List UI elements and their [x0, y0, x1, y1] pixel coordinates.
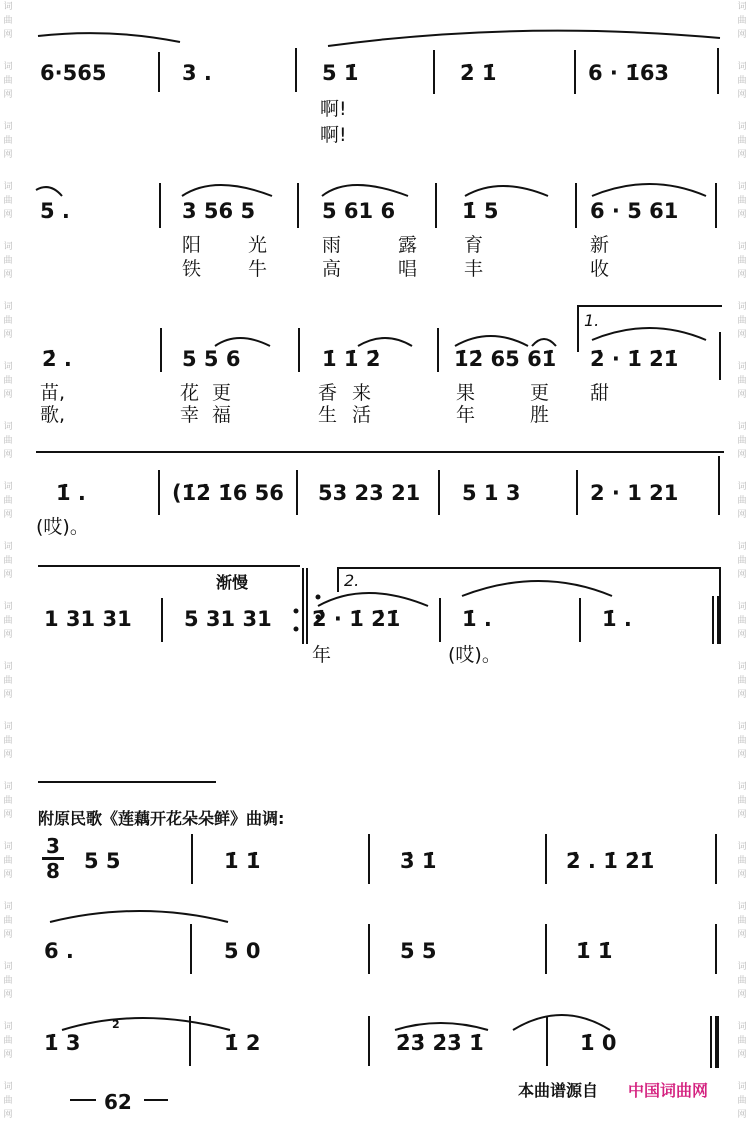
watermark-char: 词	[737, 902, 747, 912]
measure-1-3: 5 1̇	[322, 61, 359, 85]
watermark-char: 词	[3, 782, 13, 792]
watermark-char: 网	[3, 270, 13, 280]
watermark-char: 网	[737, 630, 747, 640]
watermark-char: 词	[737, 842, 747, 852]
watermark-char: 曲	[3, 256, 13, 266]
watermark-char: 词	[3, 842, 13, 852]
measure-5-5: 1̇ .	[602, 607, 632, 631]
appendix-measure-1-1: 5 5	[84, 849, 121, 873]
watermark-char: 词	[737, 362, 747, 372]
watermark-char: 词	[737, 482, 747, 492]
watermark-char: 曲	[737, 496, 747, 506]
lyric: 露	[398, 234, 418, 256]
lyric-line5-a: 年	[312, 644, 332, 666]
watermark-char: 网	[737, 930, 747, 940]
watermark-char: 曲	[3, 436, 13, 446]
watermark-char: 网	[3, 510, 13, 520]
measure-3-4: 1̇2̇ 65 61̇	[454, 347, 557, 371]
watermark-char: 曲	[737, 616, 747, 626]
slur	[358, 338, 412, 346]
watermark-char: 网	[737, 1110, 747, 1120]
watermark-char: 词	[3, 902, 13, 912]
watermark-char: 网	[3, 690, 13, 700]
lyric: 胜	[530, 404, 550, 426]
lyric-line4: (哎)。	[36, 516, 89, 538]
watermark-char: 词	[3, 482, 13, 492]
watermark-char: 网	[3, 210, 13, 220]
watermark-char: 网	[737, 1050, 747, 1060]
lyric: 光	[248, 234, 268, 256]
appendix-measure-2-3: 5 5	[400, 939, 437, 963]
appendix-measure-1-4: 2̇ . 1̇ 2̇1̇	[566, 849, 655, 873]
lyric: 果	[456, 382, 476, 404]
lyric-line5-b: (哎)。	[448, 644, 501, 666]
watermark-char: 词	[737, 422, 747, 432]
watermark-char: 词	[737, 1082, 747, 1092]
lyric: 唱	[398, 258, 418, 280]
watermark-char: 词	[3, 302, 13, 312]
lyric: 歌,	[40, 404, 66, 426]
watermark-char: 曲	[3, 496, 13, 506]
watermark-char: 曲	[3, 76, 13, 86]
watermark-char: 曲	[737, 856, 747, 866]
slur	[215, 338, 270, 346]
lyric-line1-a: 啊!	[320, 98, 347, 120]
watermark-char: 网	[3, 750, 13, 760]
slur	[513, 1015, 610, 1030]
slur	[532, 339, 556, 346]
measure-5-2: 5 31 31	[184, 607, 272, 631]
measure-4-4: 5 1 3	[462, 481, 521, 505]
lyric: 阳	[182, 234, 202, 256]
watermark-char: 曲	[737, 1036, 747, 1046]
watermark-char: 词	[737, 302, 747, 312]
lyric: 铁	[182, 258, 202, 280]
watermark-char: 网	[737, 450, 747, 460]
watermark-char: 曲	[3, 196, 13, 206]
watermark-char: 曲	[737, 196, 747, 206]
watermark-char: 曲	[737, 736, 747, 746]
watermark-char: 网	[737, 870, 747, 880]
watermark-char: 网	[3, 330, 13, 340]
watermark-char: 曲	[3, 916, 13, 926]
measure-2-4: 1̇ 5	[462, 199, 499, 223]
source-label: 本曲谱源自	[518, 1081, 599, 1100]
watermark-char: 词	[737, 122, 747, 132]
brand-link[interactable]: 中国词曲网	[628, 1081, 709, 1100]
watermark-char: 曲	[737, 796, 747, 806]
lyric: 丰	[464, 258, 484, 280]
watermark-char: 词	[737, 542, 747, 552]
slur	[462, 581, 612, 596]
appendix-measure-2-1: 6 .	[44, 939, 74, 963]
watermark-char: 网	[3, 930, 13, 940]
watermark-char: 曲	[737, 16, 747, 26]
watermark-char: 曲	[3, 976, 13, 986]
lyric: 幸	[180, 404, 200, 426]
measure-4-3: 53 23 21	[318, 481, 421, 505]
watermark-char: 网	[737, 210, 747, 220]
watermark-char: 词	[737, 962, 747, 972]
lyric: 福	[212, 404, 232, 426]
appendix-measure-2-4: 1̇ 1̇	[576, 939, 613, 963]
watermark-char: 网	[3, 450, 13, 460]
lyric: 活	[352, 404, 372, 426]
watermark-char: 词	[3, 1022, 13, 1032]
measure-2-5: 6 · 5 61	[590, 199, 679, 223]
watermark-char: 词	[737, 602, 747, 612]
appendix-measure-3-1: 1̇ 3	[44, 1031, 81, 1055]
watermark-char: 曲	[737, 916, 747, 926]
slur	[50, 911, 228, 922]
lyric: 新	[590, 234, 610, 256]
time-signature-numerator: 3	[46, 834, 60, 858]
slur	[592, 328, 706, 340]
measure-1-1: 6·565	[40, 61, 107, 85]
watermark-char: 词	[3, 1082, 13, 1092]
watermark-char: 曲	[3, 556, 13, 566]
watermark-char: 词	[737, 1022, 747, 1032]
lyric: 生	[318, 404, 338, 426]
time-signature	[42, 836, 64, 881]
measure-4-5: 2 · 1 21	[590, 481, 679, 505]
watermark-char: 网	[3, 1110, 13, 1120]
watermark-char: 词	[737, 62, 747, 72]
lyric: 甜	[590, 382, 610, 404]
watermark-char: 曲	[3, 616, 13, 626]
slur	[182, 185, 272, 196]
time-signature-denominator: 8	[46, 859, 60, 883]
watermark-char: 曲	[3, 856, 13, 866]
watermark-char: 网	[737, 510, 747, 520]
watermark-char: 词	[3, 122, 13, 132]
watermark-char: 网	[3, 390, 13, 400]
measure-3-5: 2̇ · 1̇ 2̇1̇	[590, 347, 679, 371]
slur	[465, 186, 548, 196]
appendix-measure-2-2: 5 0	[224, 939, 261, 963]
measure-3-1: 2̇ .	[42, 347, 72, 371]
watermark-char: 曲	[3, 376, 13, 386]
watermark-char: 网	[737, 30, 747, 40]
watermark-char: 词	[3, 722, 13, 732]
measure-3-2: 5 5 6	[182, 347, 241, 371]
watermark-char: 词	[3, 62, 13, 72]
watermark-char: 网	[737, 90, 747, 100]
watermark-char: 曲	[737, 1096, 747, 1106]
lyric: 高	[322, 258, 342, 280]
watermark-char: 网	[3, 990, 13, 1000]
watermark-char: 曲	[737, 556, 747, 566]
watermark-char: 网	[737, 750, 747, 760]
lyric: 收	[590, 258, 610, 280]
appendix-measure-3-2: 1̇ 2	[224, 1031, 261, 1055]
measure-2-1: 5 .	[40, 199, 70, 223]
slur	[62, 1018, 230, 1030]
volta-1-label: 1.	[584, 311, 600, 330]
watermark-char: 曲	[737, 436, 747, 446]
appendix-measure-1-3: 3̇ 1̇	[400, 849, 437, 873]
watermark-char: 词	[737, 722, 747, 732]
appendix-measure-3-3: 2̇3̇ 2̇3̇ 1̇	[396, 1031, 484, 1055]
watermark-char: 词	[737, 662, 747, 672]
watermark-char: 网	[3, 810, 13, 820]
slur	[38, 33, 180, 42]
measure-3-3: 1̇ 1̇ 2̇	[322, 347, 381, 371]
watermark-char: 曲	[737, 376, 747, 386]
watermark-char: 曲	[737, 976, 747, 986]
watermark-char: 网	[3, 1050, 13, 1060]
lyric: 雨	[322, 234, 342, 256]
lyric: 香	[318, 382, 338, 404]
appendix-measure-3-4: 1̇ 0	[580, 1031, 617, 1055]
lyric: 来	[352, 382, 372, 404]
lyric-line1-b: 啊!	[320, 124, 347, 146]
watermark-char: 词	[3, 542, 13, 552]
watermark-char: 词	[3, 962, 13, 972]
watermark-char: 词	[3, 242, 13, 252]
lyric: 更	[530, 382, 550, 404]
lyric: 苗,	[40, 382, 66, 404]
measure-2-3: 5 61 6	[322, 199, 396, 223]
watermark-char: 网	[3, 630, 13, 640]
appendix-measure-1-2: 1̇ 1̇	[224, 849, 261, 873]
watermark-char: 词	[737, 782, 747, 792]
slur	[592, 184, 706, 196]
page-number: 62	[104, 1090, 132, 1114]
watermark-char: 网	[737, 390, 747, 400]
watermark-char: 网	[737, 270, 747, 280]
watermark-char: 网	[3, 30, 13, 40]
watermark-char: 曲	[737, 76, 747, 86]
slur	[395, 1023, 488, 1030]
watermark-char: 曲	[737, 256, 747, 266]
tempo-marking: 渐慢	[216, 573, 249, 592]
watermark-char: 网	[737, 330, 747, 340]
watermark-char: 网	[737, 570, 747, 580]
watermark-char: 曲	[3, 16, 13, 26]
lyric: 育	[464, 234, 484, 256]
watermark-char: 网	[3, 870, 13, 880]
measure-1-2: 3 .	[182, 61, 212, 85]
appendix-title: 附原民歌《莲藕开花朵朵鲜》曲调:	[38, 809, 285, 828]
watermark-char: 网	[3, 570, 13, 580]
measure-5-4: 1̇ .	[462, 607, 492, 631]
watermark-char: 曲	[3, 1096, 13, 1106]
lyric: 更	[212, 382, 232, 404]
watermark-char: 曲	[3, 796, 13, 806]
watermark-char: 网	[737, 690, 747, 700]
slur	[322, 185, 408, 196]
watermark-char: 词	[3, 182, 13, 192]
slur	[36, 187, 62, 196]
watermark-char: 曲	[3, 316, 13, 326]
watermark-char: 词	[737, 2, 747, 12]
slur	[318, 593, 428, 606]
watermark-char: 词	[3, 422, 13, 432]
watermark-char: 曲	[3, 136, 13, 146]
watermark-char: 词	[737, 182, 747, 192]
watermark-char: 曲	[3, 736, 13, 746]
watermark-char: 曲	[737, 136, 747, 146]
repeat-dot	[294, 609, 299, 614]
measure-2-2: 3 56 5	[182, 199, 256, 223]
watermark-char: 曲	[737, 676, 747, 686]
grace-note: 2̇	[112, 1018, 120, 1031]
measure-5-3: 2̇ · 1̇ 2̇1̇	[312, 607, 401, 631]
slur	[328, 31, 720, 46]
watermark-char: 曲	[3, 676, 13, 686]
repeat-dot	[294, 627, 299, 632]
watermark-char: 网	[3, 150, 13, 160]
watermark-char: 词	[3, 602, 13, 612]
watermark-char: 网	[3, 90, 13, 100]
volta-2-label: 2.	[344, 571, 360, 590]
watermark-char: 词	[3, 662, 13, 672]
watermark-char: 词	[3, 362, 13, 372]
slur	[455, 336, 528, 346]
measure-4-2: (1̇2̇ 1̇6 56	[172, 481, 284, 505]
lyric: 牛	[248, 258, 268, 280]
watermark-char: 曲	[3, 1036, 13, 1046]
watermark-char: 网	[737, 150, 747, 160]
watermark-char: 网	[737, 810, 747, 820]
watermark-char: 词	[3, 2, 13, 12]
measure-1-4: 2̇ 1̇	[460, 61, 497, 85]
watermark-char: 词	[737, 242, 747, 252]
measure-4-1: 1̇ .	[56, 481, 86, 505]
measure-5-1: 1 31 31	[44, 607, 132, 631]
watermark-char: 网	[737, 990, 747, 1000]
lyric: 年	[456, 404, 476, 426]
repeat-dot	[316, 595, 321, 600]
measure-1-5: 6 · 1̇63	[588, 61, 670, 85]
watermark-char: 曲	[737, 316, 747, 326]
lyric: 花	[180, 382, 200, 404]
